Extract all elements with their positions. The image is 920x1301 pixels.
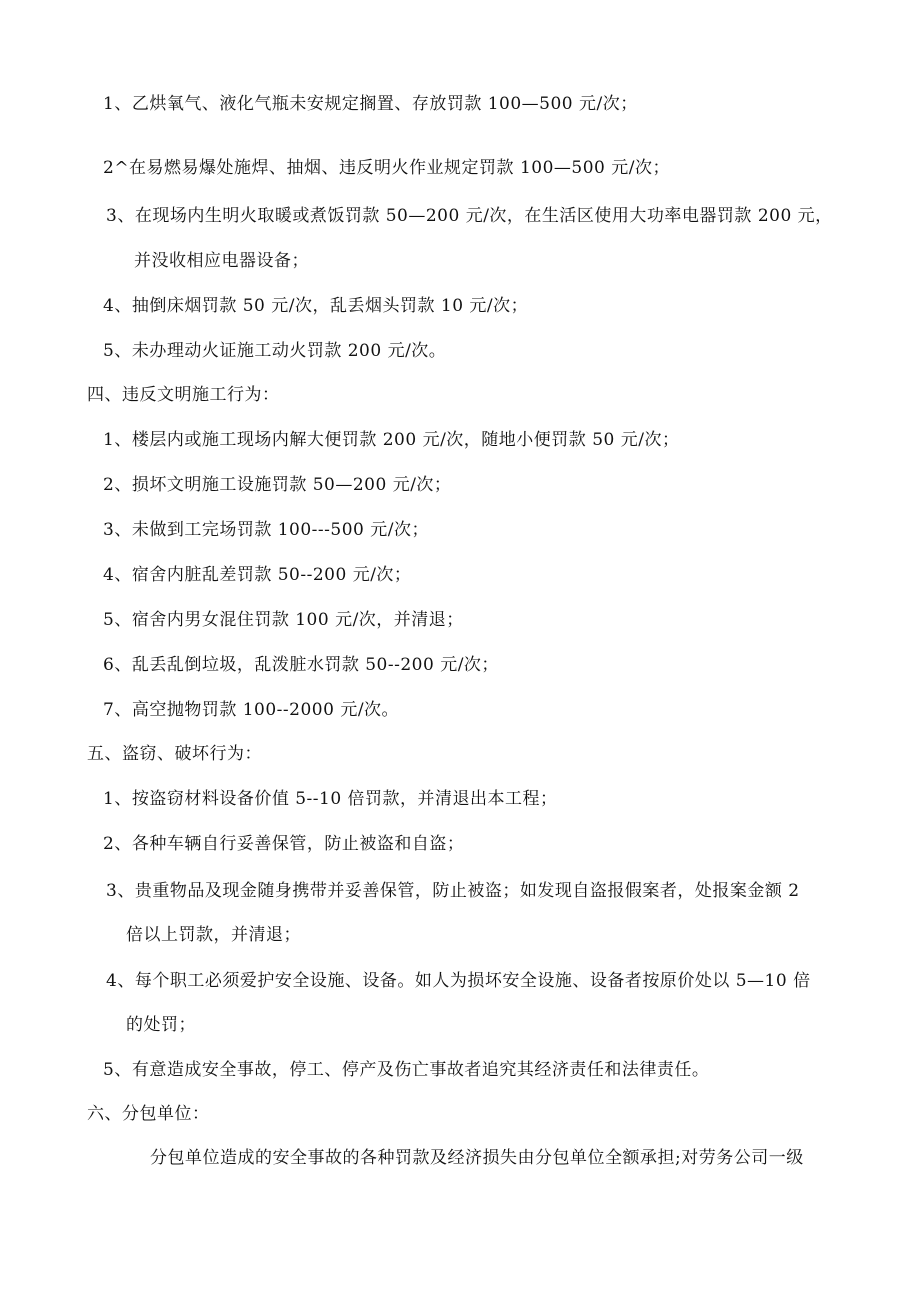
item-5-1: 1、楼层内或施工现场内解大便罚款 200 元/次，随地小便罚款 50 元/次； xyxy=(103,430,680,450)
item-5-2: 2、损坏文明施工设施罚款 50—200 元/次； xyxy=(103,475,452,495)
paragraph-subcontractor: 分包单位造成的安全事故的各种罚款及经济损失由分包单位全额承担;对劳务公司一级 xyxy=(150,1148,804,1168)
section-heading-4: 四、违反文明施工行为： xyxy=(87,385,280,405)
item-6-3: 3、贵重物品及现金随身携带并妥善保管，防止被盗；如发现自盗报假案者，处报案金额 2 xyxy=(106,881,800,901)
item-5-4: 4、宿舍内脏乱差罚款 50--200 元/次； xyxy=(103,565,412,585)
item-5-5: 5、宿舍内男女混住罚款 100 元/次，并清退； xyxy=(103,610,464,630)
item-5-3: 3、未做到工完场罚款 100---500 元/次； xyxy=(103,520,429,540)
item-4-3-cont: 并没收相应电器设备； xyxy=(134,251,309,271)
item-5-6: 6、乱丢乱倒垃圾，乱泼脏水罚款 50--200 元/次； xyxy=(103,655,499,675)
item-4-2: 2^在易燃易爆处施焊、抽烟、违反明火作业规定罚款 100—500 元/次； xyxy=(103,158,670,178)
item-5-7: 7、高空抛物罚款 100--2000 元/次。 xyxy=(103,700,400,720)
item-4-1: 1、乙烘氧气、液化气瓶未安规定搁置、存放罚款 100—500 元/次； xyxy=(103,94,638,114)
section-heading-6: 六、分包单位： xyxy=(87,1104,210,1124)
item-6-2: 2、各种车辆自行妥善保管，防止被盗和自盗； xyxy=(103,834,465,854)
item-4-3: 3、在现场内生明火取暖或煮饭罚款 50—200 元/次，在生活区使用大功率电器罚款 200 元， xyxy=(106,206,833,226)
item-6-3-cont: 倍以上罚款，并清退； xyxy=(126,925,301,945)
item-6-1: 1、按盗窃材料设备价值 5--10 倍罚款，并清退出本工程； xyxy=(103,789,558,809)
section-heading-5: 五、盗窃、破坏行为： xyxy=(87,744,262,764)
item-6-4: 4、每个职工必须爱护安全设施、设备。如人为损坏安全设施、设备者按原价处以 5—10 倍 xyxy=(106,971,811,991)
item-4-4: 4、抽倒床烟罚款 50 元/次，乱丢烟头罚款 10 元/次； xyxy=(103,296,529,316)
item-4-5: 5、未办理动火证施工动火罚款 200 元/次。 xyxy=(103,341,447,361)
item-6-5: 5、有意造成安全事故，停工、停产及伤亡事故者追究其经济责任和法律责任。 xyxy=(103,1060,710,1080)
item-6-4-cont: 的处罚； xyxy=(126,1015,196,1035)
